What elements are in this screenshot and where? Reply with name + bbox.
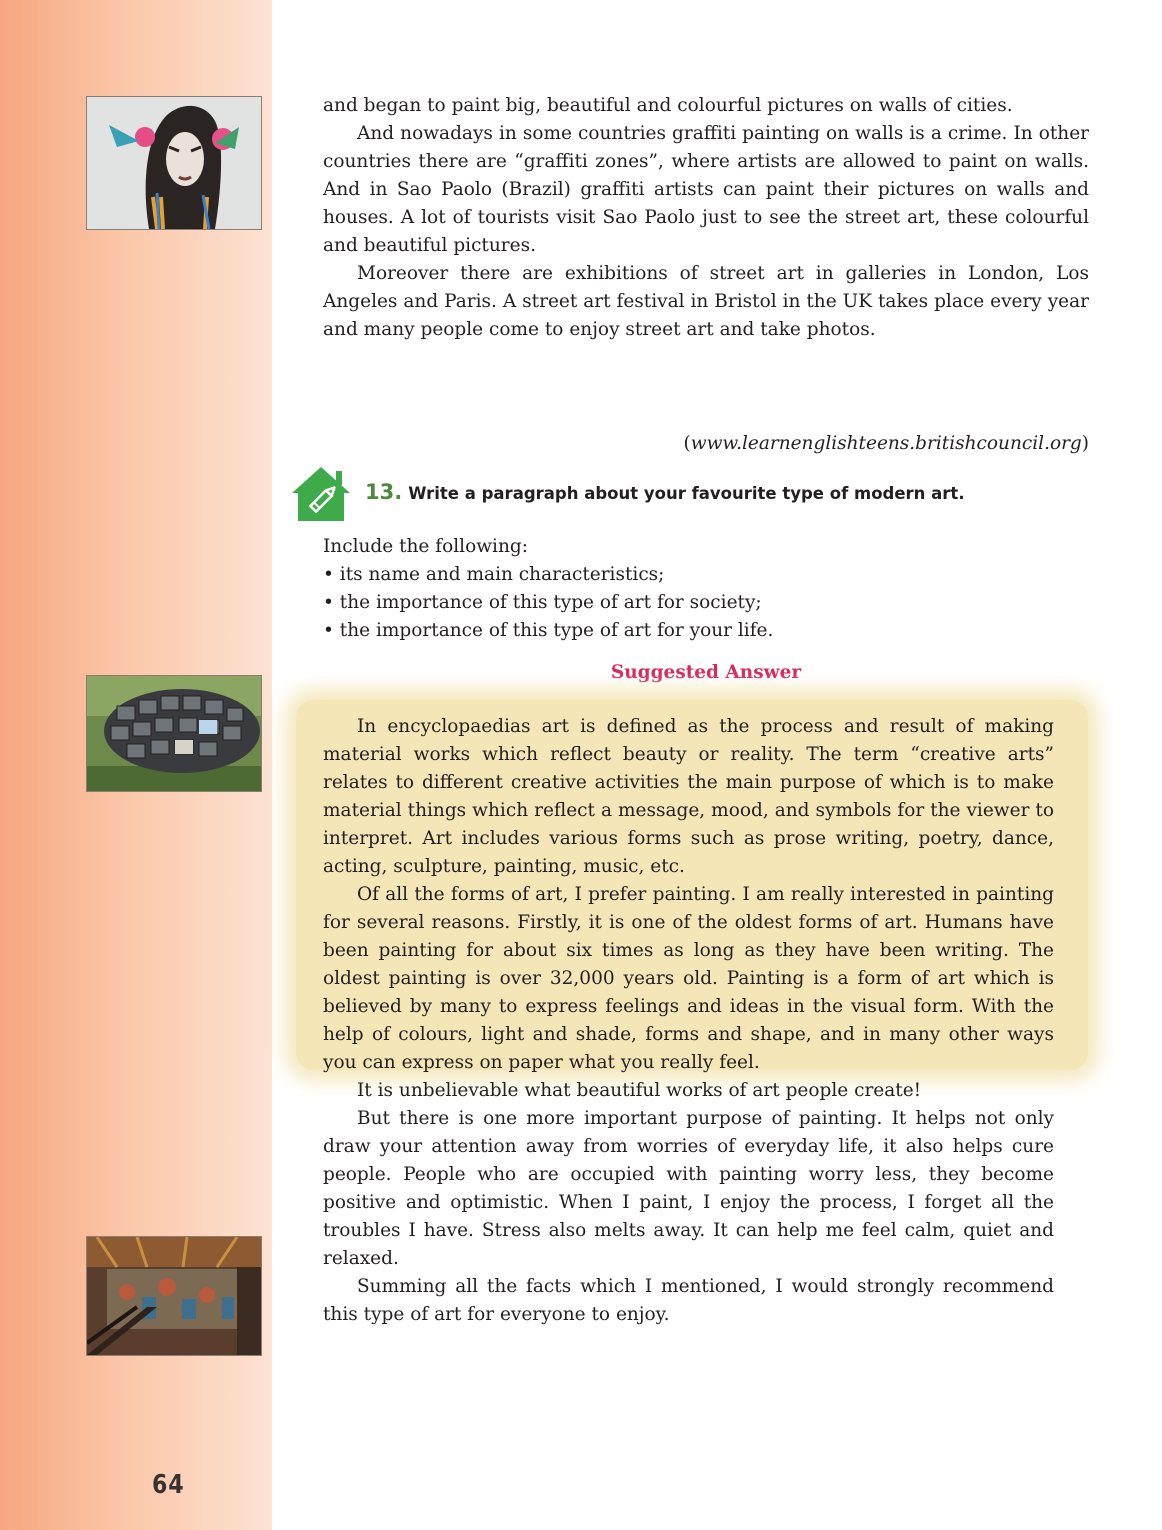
task-instruction: Write a paragraph about your favourite type of modern art. bbox=[408, 484, 965, 503]
reading-paragraph: and began to paint big, beautiful and colourful pictures on walls of cities. bbox=[323, 95, 1013, 116]
reading-paragraph: And nowadays in some countries graffiti painting on walls is a crime. In other countries there are “graffiti zones”, where artists are allowed to paint on walls. And in Sao Paolo (Brazil) graffiti artists can paint their pictures on walls and houses. A lot of tourists visit Sao Paolo just to see the street art, these colourful and beautiful pictures. bbox=[323, 123, 1089, 256]
task-include-list bbox=[323, 533, 1089, 645]
include-intro: Include the following: bbox=[323, 536, 528, 557]
source-url: www.learnenglishteens.britishcouncil.org bbox=[690, 433, 1082, 454]
task-heading bbox=[365, 480, 965, 504]
mural-staircase-image bbox=[86, 1236, 262, 1356]
answer-paragraph: Of all the forms of art, I prefer painting. I am really interested in painting for several reasons. Firstly, it is one of the oldest forms of art. Humans have been painting for about six times as long as they have been writing. The oldest painting is over 32,000 years old. Painting is a form of art which is believed by many to express feelings and ideas in the visual form. With the help of colours, light and shade, forms and shape, and in many other ways you can express on paper what you really feel. bbox=[323, 884, 1054, 1073]
answer-paragraph: But there is one more important purpose of painting. It helps not only draw your attention away from worries of everyday life, it also helps cure people. People who are occupied with painting worry less, they become positive and optimistic. When I paint, I enjoy the process, I forget all the troubles I have. Stress also melts away. It can help me feel calm, quiet and relaxed. bbox=[323, 1108, 1054, 1269]
suggested-answer-heading: Suggested Answer bbox=[610, 662, 802, 683]
graffiti-portrait-image bbox=[86, 96, 262, 230]
answer-paragraph: In encyclopaedias art is defined as the process and result of making material works which reflect beauty or reality. The term “creative arts” relates to different creative activities the main purpose of which is to make material things which reflect a message, mood, and symbols for the viewer to interpret. Art includes various forms such as prose writing, poetry, dance, acting, sculpture, painting, music, etc. bbox=[323, 716, 1054, 877]
answer-paragraph: Summing all the facts which I mentioned, I would strongly recommend this type of art for everyone to enjoy. bbox=[323, 1276, 1054, 1325]
task-number: 13. bbox=[365, 480, 403, 504]
source-citation: (www.learnenglishteens.britishcouncil.org) bbox=[683, 433, 1089, 454]
include-bullet: • the importance of this type of art for your life. bbox=[323, 617, 1089, 645]
include-bullet: • its name and main characteristics; bbox=[323, 561, 1089, 589]
page-number: 64 bbox=[152, 1470, 185, 1500]
home-pencil-icon bbox=[290, 465, 352, 523]
include-bullet: • the importance of this type of art for society; bbox=[323, 589, 1089, 617]
suggested-answer-text bbox=[323, 713, 1054, 1329]
reading-text bbox=[323, 92, 1089, 344]
tv-sculpture-image bbox=[86, 675, 262, 792]
reading-paragraph: Moreover there are exhibitions of street art in galleries in London, Los Angeles and Paris. A street art festival in Bristol in the UK takes place every year and many people come to enjoy street art and take photos. bbox=[323, 263, 1089, 340]
answer-paragraph: It is unbelievable what beautiful works of art people create! bbox=[357, 1080, 922, 1101]
